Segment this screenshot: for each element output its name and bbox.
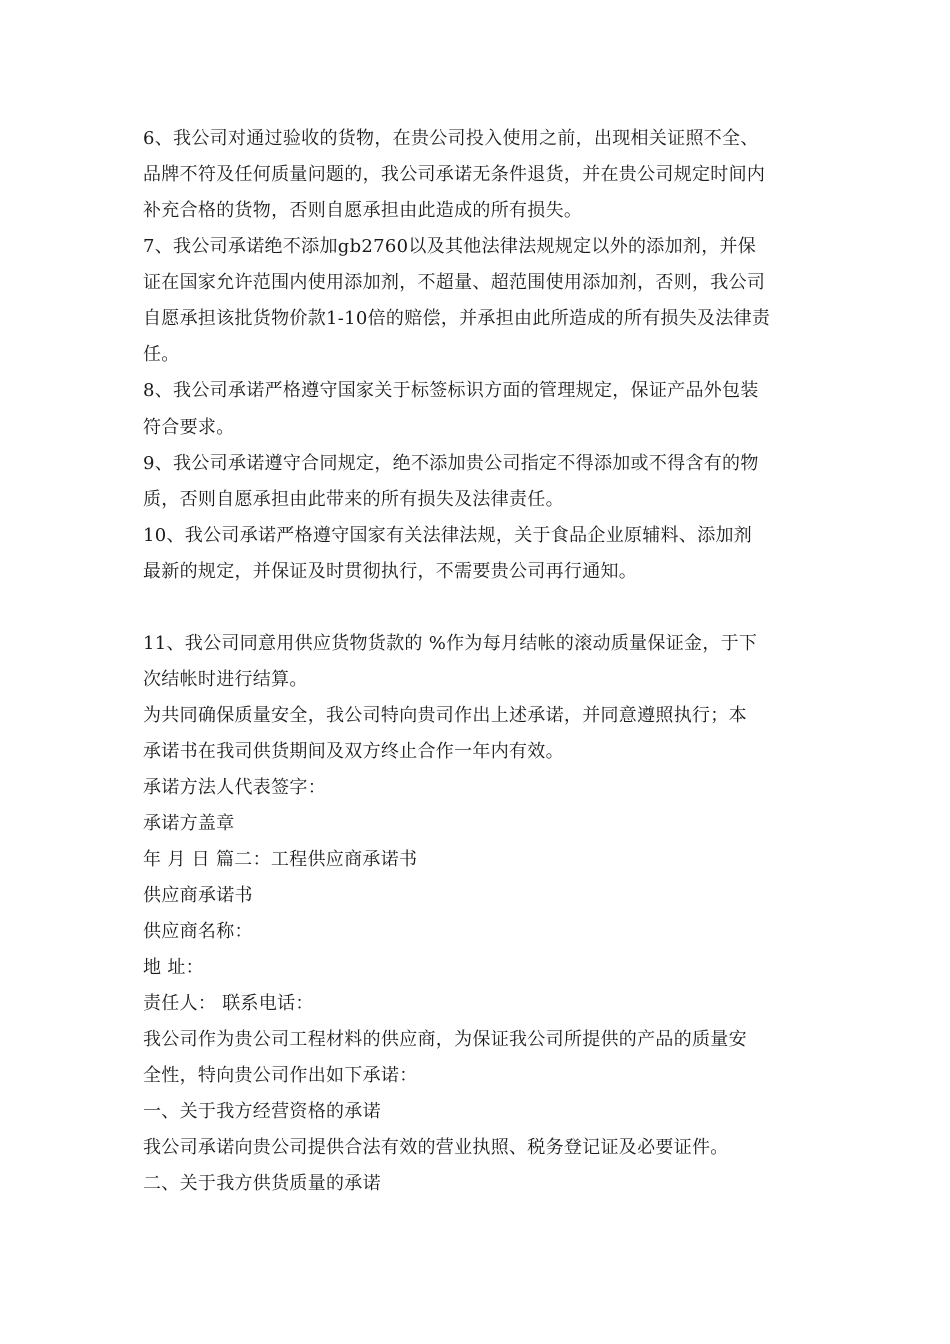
paragraph-7-line-2: 证在国家允许范围内使用添加剂，不超量、超范围使用添加剂，否则，我公司 <box>143 272 766 293</box>
supplier-name-field: 供应商名称： <box>143 921 253 942</box>
supplier-pledge-heading: 供应商承诺书 <box>143 885 253 906</box>
section-one-heading: 一、关于我方经营资格的承诺 <box>143 1101 381 1122</box>
closing-line-2: 承诺书在我司供货期间及双方终止合作一年内有效。 <box>143 741 564 762</box>
paragraph-9-line-1: 9、我公司承诺遵守合同规定，绝不添加贵公司指定不得添加或不得含有的物 <box>143 453 759 474</box>
paragraph-11-line-2: 次结帐时进行结算。 <box>143 669 308 690</box>
date-and-section-title: 年 月 日 篇二：工程供应商承诺书 <box>143 849 418 870</box>
section-one-body: 我公司承诺向贵公司提供合法有效的营业执照、税务登记证及必要证件。 <box>143 1137 729 1158</box>
contact-fields: 责任人： 联系电话： <box>143 993 314 1014</box>
paragraph-9-line-2: 质，否则自愿承担由此带来的所有损失及法律责任。 <box>143 489 564 510</box>
intro-line-2: 全性，特向贵公司作出如下承诺： <box>143 1065 418 1086</box>
paragraph-10-line-2: 最新的规定，并保证及时贯彻执行，不需要贵公司再行通知。 <box>143 561 638 582</box>
paragraph-8-line-1: 8、我公司承诺严格遵守国家关于标签标识方面的管理规定，保证产品外包装 <box>143 380 759 401</box>
paragraph-7-line-4: 任。 <box>143 344 180 365</box>
seal-label: 承诺方盖章 <box>143 813 235 834</box>
address-field: 地 址： <box>143 957 204 978</box>
paragraph-7-line-3: 自愿承担该批货物价款1-10倍的赔偿，并承担由此所造成的所有损失及法律责 <box>143 308 771 329</box>
paragraph-6-line-1: 6、我公司对通过验收的货物，在贵公司投入使用之前，出现相关证照不全、 <box>143 128 759 149</box>
paragraph-8-line-2: 符合要求。 <box>143 417 235 438</box>
paragraph-6-line-2: 品牌不符及任何质量问题的，我公司承诺无条件退货，并在贵公司规定时间内 <box>143 164 766 185</box>
signature-label: 承诺方法人代表签字： <box>143 777 326 798</box>
paragraph-10-line-1: 10、我公司承诺严格遵守国家有关法律法规，关于食品企业原辅料、添加剂 <box>143 525 753 546</box>
intro-line-1: 我公司作为贵公司工程材料的供应商，为保证我公司所提供的产品的质量安 <box>143 1029 747 1050</box>
paragraph-6-line-3: 补充合格的货物，否则自愿承担由此造成的所有损失。 <box>143 200 583 221</box>
paragraph-11-line-1: 11、我公司同意用供应货物货款的 %作为每月结帐的滚动质量保证金，于下 <box>143 633 758 654</box>
closing-line-1: 为共同确保质量安全，我公司特向贵司作出上述承诺，并同意遵照执行；本 <box>143 705 747 726</box>
section-two-heading: 二、关于我方供货质量的承诺 <box>143 1173 381 1194</box>
paragraph-7-line-1: 7、我公司承诺绝不添加gb2760以及其他法律法规规定以外的添加剂，并保 <box>143 236 757 257</box>
